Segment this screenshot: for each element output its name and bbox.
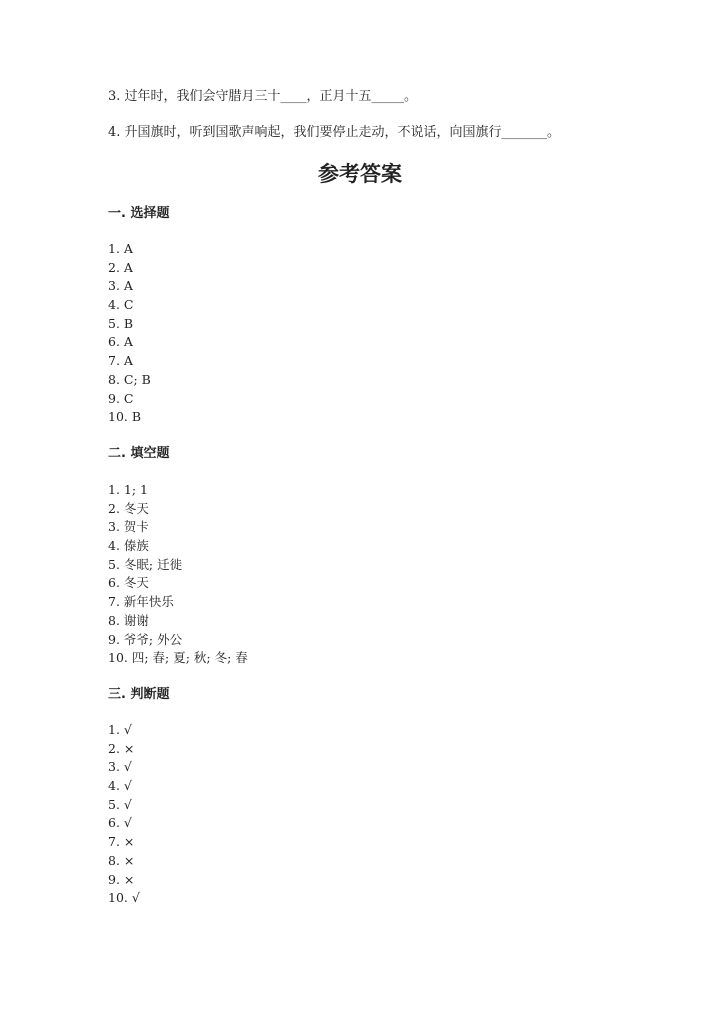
answer-item: 7. A — [108, 353, 133, 369]
answer-item: 10. 四; 春; 夏; 秋; 冬; 春 — [108, 650, 248, 666]
answer-item: 8. × — [108, 852, 135, 868]
answer-item: 4. 傣族 — [108, 538, 149, 554]
answer-item: 6. √ — [108, 815, 132, 831]
section-heading-judge: 三. 判断题 — [108, 687, 170, 702]
answer-item: 1. 1; 1 — [108, 482, 148, 497]
answer-item: 6. A — [108, 334, 133, 350]
answer-list-fill — [108, 481, 248, 668]
question-4: 4. 升国旗时，听到国歌声响起，我们要停止走动，不说话，向国旗行_______。 — [108, 125, 561, 140]
answer-item: 8. 谢谢 — [108, 612, 149, 628]
answer-item: 7. 新年快乐 — [108, 594, 174, 610]
answer-item: 9. 爷爷; 外公 — [108, 631, 183, 647]
answer-list-choice — [108, 240, 151, 427]
answer-item: 3. √ — [108, 759, 132, 775]
answer-item: 9. × — [108, 871, 135, 887]
section-heading-choice: 一. 选择题 — [108, 206, 170, 221]
answer-item: 4. √ — [108, 778, 132, 794]
page-title: 参考答案 — [318, 162, 402, 186]
answer-item: 3. A — [108, 278, 133, 294]
answer-item: 3. 贺卡 — [108, 519, 149, 535]
answer-item: 1. √ — [108, 722, 132, 737]
answer-item: 10. B — [108, 409, 142, 425]
section-heading-fill: 二. 填空题 — [108, 446, 170, 461]
answer-item: 10. √ — [108, 890, 140, 906]
answer-item: 5. √ — [108, 796, 132, 812]
answer-item: 5. 冬眠; 迁徙 — [108, 556, 183, 572]
answer-item: 1. A — [108, 241, 133, 256]
answer-item: 2. × — [108, 740, 135, 756]
answer-item: 2. A — [108, 259, 133, 275]
answer-item: 4. C — [108, 297, 134, 313]
answer-item: 5. B — [108, 315, 134, 331]
answer-item: 9. C — [108, 390, 134, 406]
answer-item: 2. 冬天 — [108, 500, 149, 516]
answer-item: 8. C; B — [108, 371, 151, 387]
answer-list-judge — [108, 721, 140, 908]
answer-item: 7. × — [108, 834, 135, 850]
answer-item: 6. 冬天 — [108, 575, 149, 591]
question-3: 3. 过年时，我们会守腊月三十____，正月十五_____。 — [108, 89, 418, 104]
